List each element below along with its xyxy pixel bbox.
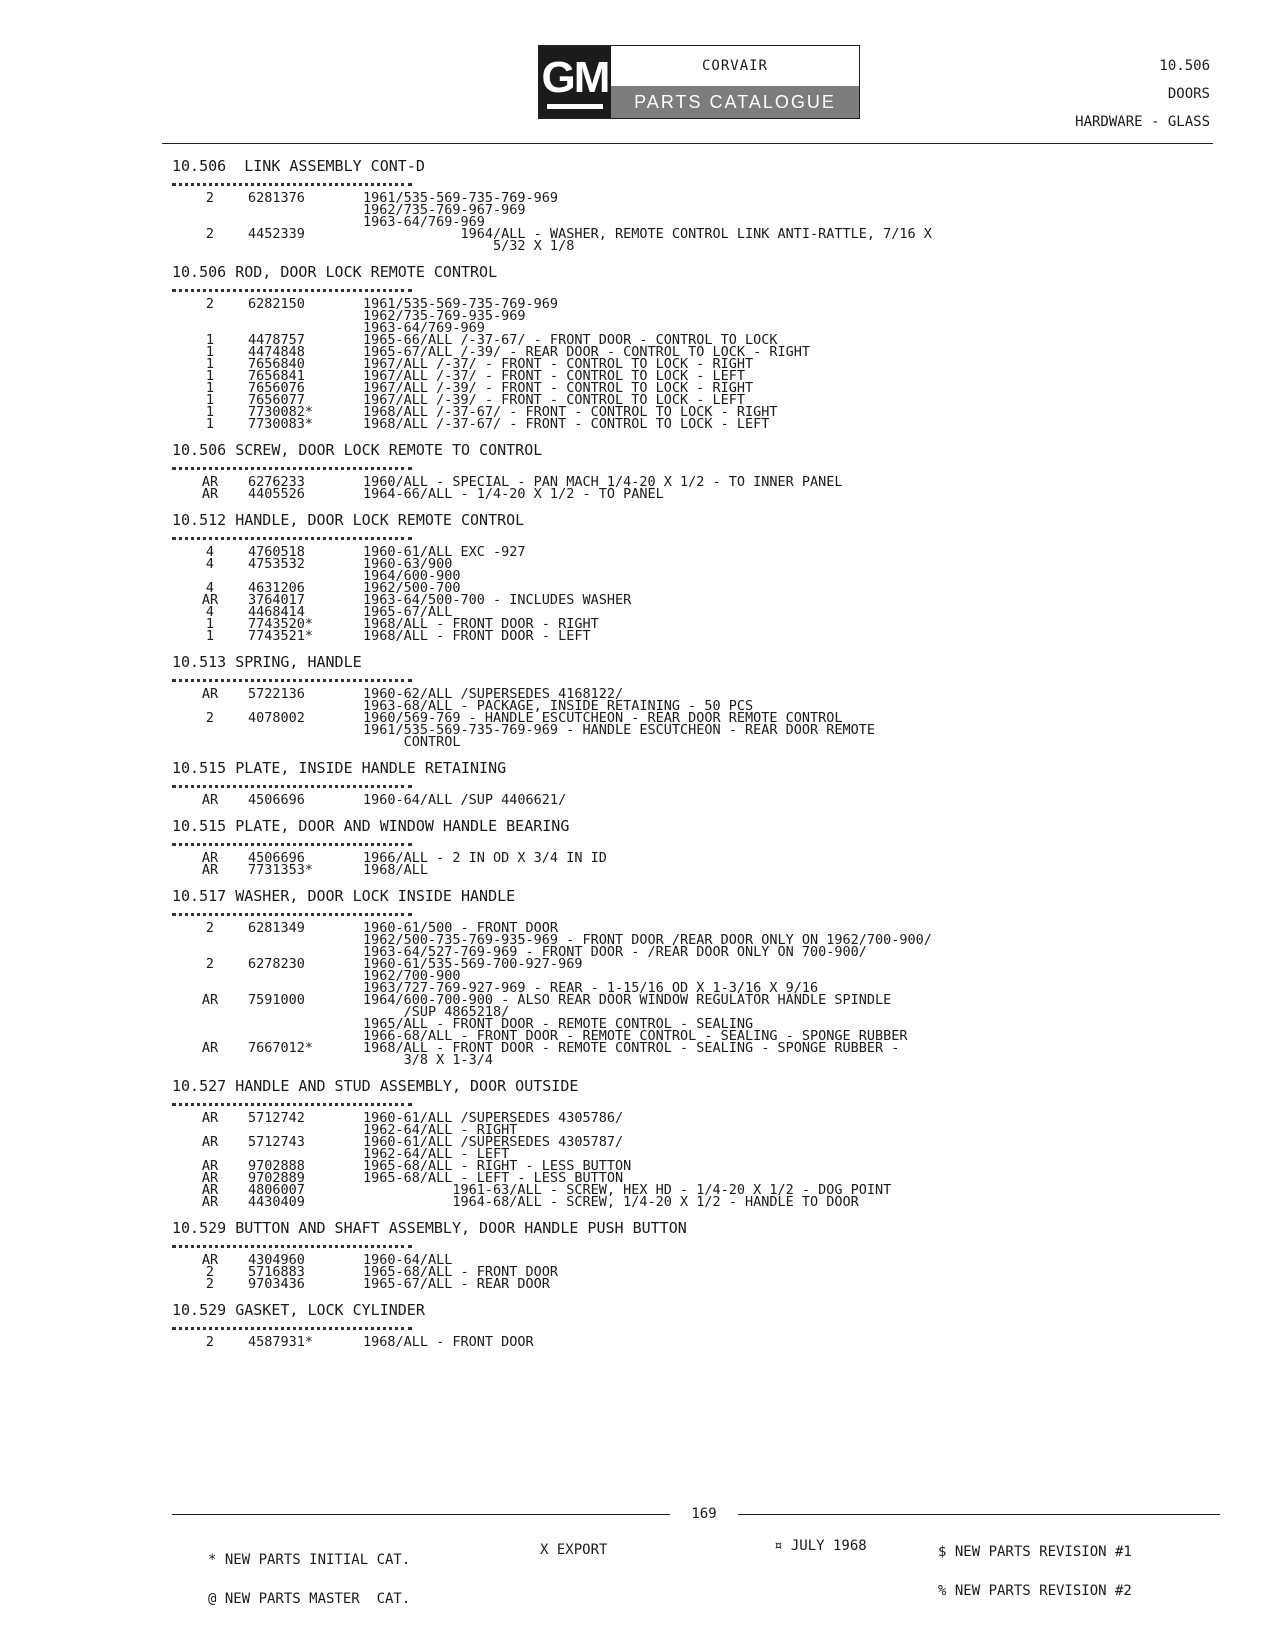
legend-right: [938, 1520, 1132, 1624]
part-number: 4468414: [248, 604, 305, 620]
part-row: [172, 582, 1222, 594]
part-row: [172, 1266, 1222, 1278]
footer-rule-left: [172, 1514, 670, 1515]
part-description: 1966/ALL - 2 IN OD X 3/4 IN ID: [363, 850, 607, 866]
part-row: [172, 630, 1222, 642]
legend-initial-cat: * NEW PARTS INITIAL CAT.: [208, 1552, 411, 1568]
part-row: [172, 1112, 1222, 1124]
revision-date: ¤ JULY 1968: [774, 1538, 867, 1554]
part-description: 1965-66/ALL /-37-67/ - FRONT DOOR - CONTROL TO LOCK: [363, 332, 778, 348]
quantity: 1: [205, 368, 215, 384]
continuation-line: 1964/600-900: [363, 568, 461, 584]
part-description: 1965-67/ALL - REAR DOOR: [363, 1276, 550, 1292]
catalogue-section: [172, 818, 1222, 876]
part-number: 4753532: [248, 556, 305, 572]
part-number: 4304960: [248, 1252, 305, 1268]
continuation-line: 1963-64/769-969: [363, 214, 485, 230]
quantity: 1: [205, 332, 215, 348]
part-description: 1961-63/ALL - SCREW, HEX HD - 1/4-20 X 1/2 - DOG POINT: [363, 1182, 892, 1198]
part-number: 4806007: [248, 1182, 305, 1198]
continuation-line: CONTROL: [363, 734, 461, 750]
part-description: 1960/ALL - SPECIAL - PAN MACH 1/4-20 X 1/2 - TO INNER PANEL: [363, 474, 843, 490]
catalogue-section: [172, 512, 1222, 642]
quantity: 2: [205, 226, 215, 242]
part-number: 5722136: [248, 686, 305, 702]
quantity: AR: [201, 1170, 219, 1186]
part-description: 1964-66/ALL - 1/4-20 X 1/2 - TO PANEL: [363, 486, 664, 502]
dotted-leader: [172, 673, 412, 682]
part-description: 1965-67/ALL /-39/ - REAR DOOR - CONTROL TO LOCK - RIGHT: [363, 344, 811, 360]
part-number: 7656076: [248, 380, 305, 396]
part-row: [172, 418, 1222, 430]
section-title: 10.513 SPRING, HANDLE: [172, 653, 362, 671]
quantity: 1: [205, 616, 215, 632]
part-description: 1967/ALL /-37/ - FRONT - CONTROL TO LOCK - LEFT: [363, 368, 746, 384]
dotted-leader: [172, 1097, 412, 1106]
subgroup-name: HARDWARE - GLASS: [1075, 114, 1210, 130]
part-number: 7743521*: [248, 628, 314, 644]
catalogue-section: [172, 1220, 1222, 1290]
quantity: 2: [205, 1276, 215, 1292]
dotted-leader: [172, 779, 412, 788]
brand-name: CORVAIR: [701, 58, 768, 74]
quantity: AR: [201, 686, 219, 702]
part-description: 1960-61/ALL /SUPERSEDES 4305787/: [363, 1134, 624, 1150]
quantity: 2: [205, 1264, 215, 1280]
quantity: 1: [205, 392, 215, 408]
section-title: 10.515 PLATE, INSIDE HANDLE RETAINING: [172, 759, 507, 777]
part-number: 6278230: [248, 956, 305, 972]
continuation-line: /SUP 4865218/: [363, 1004, 510, 1020]
part-description: 1960-61/535-569-700-927-969: [363, 956, 583, 972]
continuation-line: 1962/500-735-769-935-969 - FRONT DOOR /REAR DOOR ONLY ON 1962/700-900/: [363, 932, 932, 948]
part-number: 7667012*: [248, 1040, 314, 1056]
quantity: 4: [205, 580, 215, 596]
continuation-line: 1962/700-900: [363, 968, 461, 984]
group-name: DOORS: [1167, 86, 1210, 102]
footer-rule-right: [738, 1514, 1220, 1515]
continuation-line: 1963-68/ALL - PACKAGE, INSIDE RETAINING - 50 PCS: [363, 698, 754, 714]
part-number: 4474848: [248, 344, 305, 360]
quantity: AR: [201, 850, 219, 866]
page-number: 169: [691, 1506, 717, 1522]
part-number: 7656077: [248, 392, 305, 408]
section-title: 10.512 HANDLE, DOOR LOCK REMOTE CONTROL: [172, 511, 525, 529]
catalogue-section: [172, 888, 1222, 1066]
dotted-leader: [172, 837, 412, 846]
part-number: 7591000: [248, 992, 305, 1008]
section-title: 10.517 WASHER, DOOR LOCK INSIDE HANDLE: [172, 887, 516, 905]
quantity: AR: [201, 1252, 219, 1268]
section-title: 10.529 GASKET, LOCK CYLINDER: [172, 1301, 425, 1319]
catalogue-section: [172, 442, 1222, 500]
part-row: [172, 228, 1222, 240]
part-row: [172, 1254, 1222, 1266]
catalogue-section: [172, 654, 1222, 748]
logo-underline: [547, 104, 603, 109]
catalogue-section: [172, 1302, 1222, 1348]
continuation-line: 1966-68/ALL - FRONT DOOR - REMOTE CONTROL - SEALING - SPONGE RUBBER: [363, 1028, 908, 1044]
part-number: 4078002: [248, 710, 305, 726]
part-description: 1968/ALL - FRONT DOOR - REMOTE CONTROL - SEALING - SPONGE RUBBER -: [363, 1040, 900, 1056]
part-row: [172, 546, 1222, 558]
continuation-line: 1963/727-769-927-969 - REAR - 1-15/16 OD X 1-3/16 X 9/16: [363, 980, 819, 996]
catalogue-title: PARTS CATALOGUE: [611, 86, 859, 118]
page-footer: [0, 1500, 1275, 1607]
part-number: 7730082*: [248, 404, 314, 420]
dotted-leader: [172, 1321, 412, 1330]
part-number: 4478757: [248, 332, 305, 348]
quantity: 2: [205, 920, 215, 936]
part-row: [172, 1278, 1222, 1290]
catalogue-section: [172, 1078, 1222, 1208]
catalogue-title-block: [611, 46, 859, 118]
quantity: AR: [201, 792, 219, 808]
section-title: 10.527 HANDLE AND STUD ASSEMBLY, DOOR OUTSIDE: [172, 1077, 579, 1095]
part-number: 7656840: [248, 356, 305, 372]
part-description: 1965-68/ALL - LEFT - LESS BUTTON: [363, 1170, 624, 1186]
part-description: 1968/ALL /-37-67/ - FRONT - CONTROL TO LOCK - RIGHT: [363, 404, 778, 420]
part-description: 1960-64/ALL /SUP 4406621/: [363, 792, 567, 808]
part-description: 1964/ALL - WASHER, REMOTE CONTROL LINK ANTI-RATTLE, 7/16 X: [363, 226, 932, 242]
part-row: [172, 1160, 1222, 1172]
part-number: 6282150: [248, 296, 305, 312]
gm-logo-text: GM: [541, 52, 609, 102]
part-number: 3764017: [248, 592, 305, 608]
gm-logo-icon: [539, 46, 611, 118]
part-row: [172, 488, 1222, 500]
continuation-line: 1961/535-569-735-769-969 - HANDLE ESCUTCHEON - REAR DOOR REMOTE: [363, 722, 876, 738]
section-title: 10.506 ROD, DOOR LOCK REMOTE CONTROL: [172, 263, 498, 281]
part-row: [172, 1196, 1222, 1208]
part-number: 4430409: [248, 1194, 305, 1210]
part-number: 6281376: [248, 190, 305, 206]
continuation-line: 1962/735-769-935-969: [363, 308, 526, 324]
part-number: 4452339: [248, 226, 305, 242]
part-description: 1968/ALL - FRONT DOOR: [363, 1334, 534, 1350]
continuation-line: 1965/ALL - FRONT DOOR - REMOTE CONTROL - SEALING: [363, 1016, 754, 1032]
part-description: 1960-61/ALL EXC -927: [363, 544, 526, 560]
quantity: 2: [205, 296, 215, 312]
part-row: [172, 606, 1222, 618]
part-description: 1960/569-769 - HANDLE ESCUTCHEON - REAR DOOR REMOTE CONTROL: [363, 710, 843, 726]
continuation-line: 1962/735-769-967-969: [363, 202, 526, 218]
part-number: 4760518: [248, 544, 305, 560]
section-title: 10.506 SCREW, DOOR LOCK REMOTE TO CONTROL: [172, 441, 543, 459]
quantity: 1: [205, 380, 215, 396]
part-description: 1965-67/ALL: [363, 604, 453, 620]
part-description: 1968/ALL - FRONT DOOR - LEFT: [363, 628, 591, 644]
part-number: 9702888: [248, 1158, 305, 1174]
continuation-line: 5/32 X 1/8: [363, 238, 575, 254]
part-description: 1965-68/ALL - FRONT DOOR: [363, 1264, 559, 1280]
part-row: [172, 958, 1222, 970]
quantity: 1: [205, 404, 215, 420]
legend-left: [208, 1528, 410, 1632]
part-description: 1963-64/500-700 - INCLUDES WASHER: [363, 592, 632, 608]
quantity: 2: [205, 190, 215, 206]
quantity: 2: [205, 956, 215, 972]
quantity: 1: [205, 628, 215, 644]
part-description: 1960-62/ALL /SUPERSEDES 4168122/: [363, 686, 624, 702]
part-row: [172, 1336, 1222, 1348]
dotted-leader: [172, 461, 412, 470]
page-code: 10.506: [1159, 58, 1210, 74]
part-row: [172, 192, 1222, 204]
part-description: 1960-61/500 - FRONT DOOR: [363, 920, 559, 936]
part-number: 4506696: [248, 792, 305, 808]
section-title: 10.506 LINK ASSEMBLY CONT-D: [172, 157, 425, 175]
quantity: 4: [205, 604, 215, 620]
part-row: [172, 594, 1222, 606]
dotted-leader: [172, 907, 412, 916]
catalogue-section: [172, 760, 1222, 806]
quantity: AR: [201, 862, 219, 878]
continuation-line: 3/8 X 1-3/4: [363, 1052, 494, 1068]
part-description: 1961/535-569-735-769-969: [363, 190, 559, 206]
part-row: [172, 618, 1222, 630]
quantity: AR: [201, 1040, 219, 1056]
part-description: 1961/535-569-735-769-969: [363, 296, 559, 312]
part-number: 9702889: [248, 1170, 305, 1186]
part-number: 5712743: [248, 1134, 305, 1150]
part-description: 1964/600-700-900 - ALSO REAR DOOR WINDOW REGULATOR HANDLE SPINDLE: [363, 992, 892, 1008]
part-description: 1965-68/ALL - RIGHT - LESS BUTTON: [363, 1158, 632, 1174]
part-number: 6276233: [248, 474, 305, 490]
quantity: AR: [201, 1134, 219, 1150]
quantity: 1: [205, 416, 215, 432]
part-row: [172, 476, 1222, 488]
header-rule: [162, 143, 1213, 144]
quantity: 4: [205, 556, 215, 572]
quantity: AR: [201, 1194, 219, 1210]
part-number: 7656841: [248, 368, 305, 384]
dotted-leader: [172, 177, 412, 186]
part-row: [172, 794, 1222, 806]
part-number: 4506696: [248, 850, 305, 866]
part-row: [172, 298, 1222, 310]
part-row: [172, 994, 1222, 1006]
part-row: [172, 1042, 1222, 1054]
part-description: 1964-68/ALL - SCREW, 1/4-20 X 1/2 - HANDLE TO DOOR: [363, 1194, 859, 1210]
part-number: 4631206: [248, 580, 305, 596]
part-number: 7743520*: [248, 616, 314, 632]
quantity: AR: [201, 1158, 219, 1174]
part-description: 1968/ALL: [363, 862, 429, 878]
section-title: 10.529 BUTTON AND SHAFT ASSEMBLY, DOOR HANDLE PUSH BUTTON: [172, 1219, 687, 1237]
part-row: [172, 558, 1222, 570]
catalogue-header-logo: [538, 45, 860, 119]
part-number: 6281349: [248, 920, 305, 936]
part-row: [172, 1136, 1222, 1148]
quantity: AR: [201, 1110, 219, 1126]
part-number: 4405526: [248, 486, 305, 502]
dotted-leader: [172, 531, 412, 540]
continuation-line: 1962-64/ALL - RIGHT: [363, 1122, 518, 1138]
section-title: 10.515 PLATE, DOOR AND WINDOW HANDLE BEARING: [172, 817, 570, 835]
part-description: 1960-63/900: [363, 556, 453, 572]
part-description: 1968/ALL - FRONT DOOR - RIGHT: [363, 616, 599, 632]
continuation-line: 1962-64/ALL - LEFT: [363, 1146, 510, 1162]
catalogue-section: [172, 264, 1222, 430]
catalogue-section: [172, 158, 1222, 252]
parts-list: [172, 158, 1222, 1360]
quantity: 1: [205, 356, 215, 372]
part-number: 5716883: [248, 1264, 305, 1280]
part-description: 1962/500-700: [363, 580, 461, 596]
part-description: 1967/ALL /-39/ - FRONT - CONTROL TO LOCK - RIGHT: [363, 380, 754, 396]
part-row: [172, 852, 1222, 864]
quantity: 2: [205, 1334, 215, 1350]
legend-master-cat: @ NEW PARTS MASTER CAT.: [208, 1591, 411, 1607]
quantity: AR: [201, 474, 219, 490]
quantity: 1: [205, 344, 215, 360]
part-row: [172, 864, 1222, 876]
part-description: 1960-64/ALL: [363, 1252, 453, 1268]
part-description: 1967/ALL /-37/ - FRONT - CONTROL TO LOCK - RIGHT: [363, 356, 754, 372]
quantity: 2: [205, 710, 215, 726]
quantity: AR: [201, 592, 219, 608]
dotted-leader: [172, 283, 412, 292]
page-reference: [1075, 52, 1210, 136]
continuation-line: 1963-64/527-769-969 - FRONT DOOR - /REAR DOOR ONLY ON 700-900/: [363, 944, 867, 960]
legend-revision-1: $ NEW PARTS REVISION #1: [938, 1544, 1132, 1560]
legend-export: X EXPORT: [540, 1542, 608, 1558]
part-number: 4587931*: [248, 1334, 314, 1350]
quantity: AR: [201, 992, 219, 1008]
dotted-leader: [172, 1239, 412, 1248]
part-number: 9703436: [248, 1276, 305, 1292]
quantity: AR: [201, 1182, 219, 1198]
part-description: 1960-61/ALL /SUPERSEDES 4305786/: [363, 1110, 624, 1126]
part-description: 1967/ALL /-39/ - FRONT - CONTROL TO LOCK - LEFT: [363, 392, 746, 408]
quantity: AR: [201, 486, 219, 502]
part-number: 7730083*: [248, 416, 314, 432]
part-description: 1968/ALL /-37-67/ - FRONT - CONTROL TO LOCK - LEFT: [363, 416, 770, 432]
part-number: 5712742: [248, 1110, 305, 1126]
legend-revision-2: % NEW PARTS REVISION #2: [938, 1583, 1132, 1599]
quantity: 4: [205, 544, 215, 560]
continuation-line: 1963-64/769-969: [363, 320, 485, 336]
part-number: 7731353*: [248, 862, 314, 878]
